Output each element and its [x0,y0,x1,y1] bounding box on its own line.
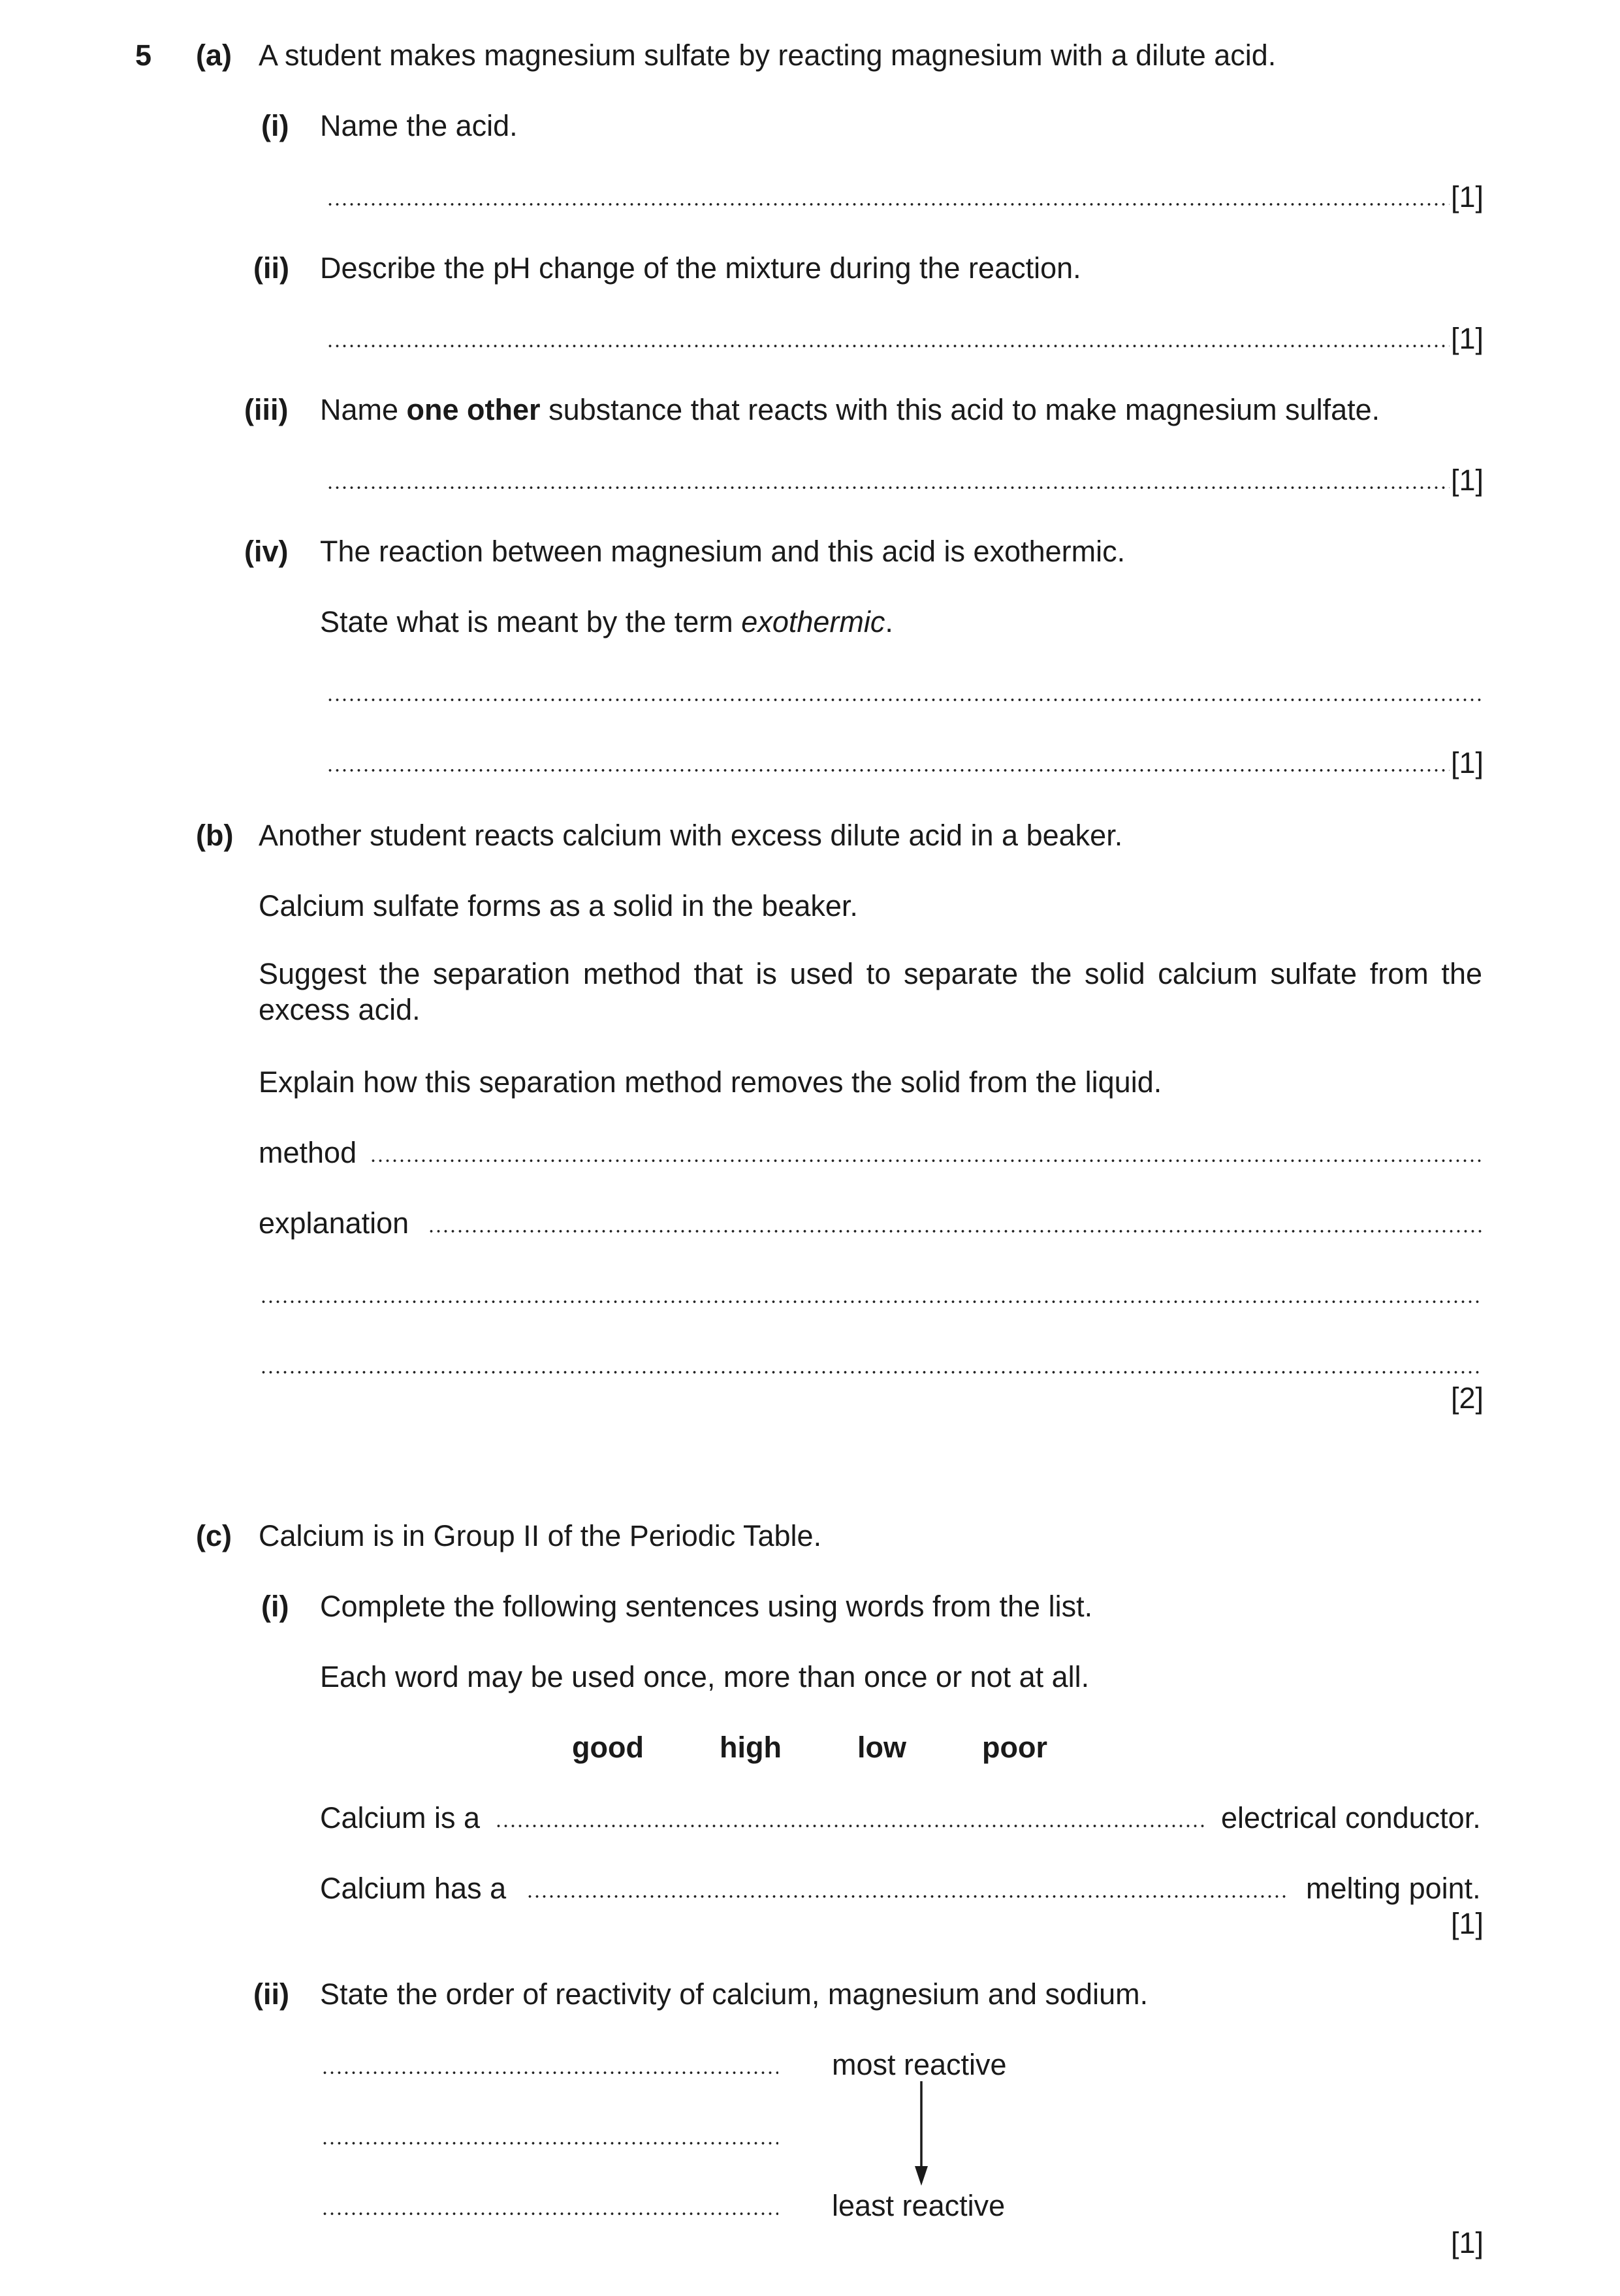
answer-line-order-3[interactable] [321,2212,778,2215]
answer-line-a-iii[interactable] [326,486,1450,489]
mark-b: [2] [1451,1381,1484,1415]
answer-line-order-2[interactable] [321,2142,778,2145]
answer-line-explanation-1[interactable] [428,1230,1482,1233]
part-a-stem: A student makes magnesium sulfate by reacting magnesium with a dilute acid. [259,39,1277,72]
part-c-stem: Calcium is in Group II of the Periodic Table. [259,1519,822,1552]
sub-iv-text: The reaction between magnesium and this acid is exothermic. [320,535,1126,568]
method-label: method [259,1136,357,1169]
question-number: 5 [135,39,152,72]
sentence-1-end: electrical conductor. [1221,1801,1481,1834]
answer-line-sentence-2[interactable] [526,1895,1289,1898]
word-option: good [572,1731,644,1764]
word-option: low [857,1731,906,1764]
answer-line-sentence-1[interactable] [495,1825,1208,1827]
answer-line-a-iv-2[interactable] [326,769,1450,772]
reactivity-arrow-icon [912,2081,931,2187]
answer-line-a-ii[interactable] [326,345,1450,347]
mark-a-iii: [1] [1451,464,1484,497]
mark-c-i: [1] [1451,1907,1484,1940]
least-reactive-label: least reactive [832,2189,1006,2222]
answer-line-a-i[interactable] [326,203,1450,206]
sub-c-ii-text: State the order of reactivity of calcium, magnesium and sodium. [320,1977,1149,2011]
part-c-label: (c) [196,1519,232,1552]
mark-c-ii: [1] [1451,2226,1484,2259]
sub-ii-label: (ii) [253,251,289,285]
sub-iii-label: (iii) [244,393,289,426]
sub-c-i-label: (i) [261,1590,289,1623]
answer-line-explanation-2[interactable] [260,1300,1482,1303]
mark-a-iv: [1] [1451,746,1484,779]
part-a-label: (a) [196,39,232,72]
sentence-1-start: Calcium is a [320,1801,481,1834]
sub-c-i-text: Complete the following sentences using words from the list. [320,1590,1093,1623]
sub-iv-prompt: State what is meant by the term exothermic. [320,605,893,638]
sentence-2-end: melting point. [1306,1872,1481,1905]
part-b-p4: Explain how this separation method removes the solid from the liquid. [259,1065,1162,1099]
sub-c-i-instruction: Each word may be used once, more than once or not at all. [320,1660,1090,1693]
word-option: poor [982,1731,1047,1764]
sub-c-ii-label: (ii) [253,1977,289,2011]
most-reactive-label: most reactive [832,2048,1007,2081]
part-b-p3: Suggest the separation method that is used to separate the solid calcium sulfate from the excess acid. [259,957,1482,1026]
answer-line-order-1[interactable] [321,2071,778,2074]
sub-ii-text: Describe the pH change of the mixture during the reaction. [320,251,1081,285]
mark-a-i: [1] [1451,180,1484,213]
part-b-p2: Calcium sulfate forms as a solid in the beaker. [259,889,858,922]
explanation-label: explanation [259,1206,409,1240]
word-option: high [720,1731,782,1764]
part-b-label: (b) [196,819,234,852]
answer-line-a-iv-1[interactable] [326,699,1482,701]
sub-iv-label: (iv) [244,535,289,568]
answer-line-explanation-3[interactable] [260,1371,1482,1374]
sub-iii-text: Name one other substance that reacts with this acid to make magnesium sulfate. [320,393,1380,426]
sentence-2-start: Calcium has a [320,1872,507,1905]
answer-line-method[interactable] [370,1159,1482,1162]
sub-i-text: Name the acid. [320,109,518,142]
mark-a-ii: [1] [1451,322,1484,355]
part-b-p1: Another student reacts calcium with excess dilute acid in a beaker. [259,819,1123,852]
sub-i-label: (i) [261,109,289,142]
